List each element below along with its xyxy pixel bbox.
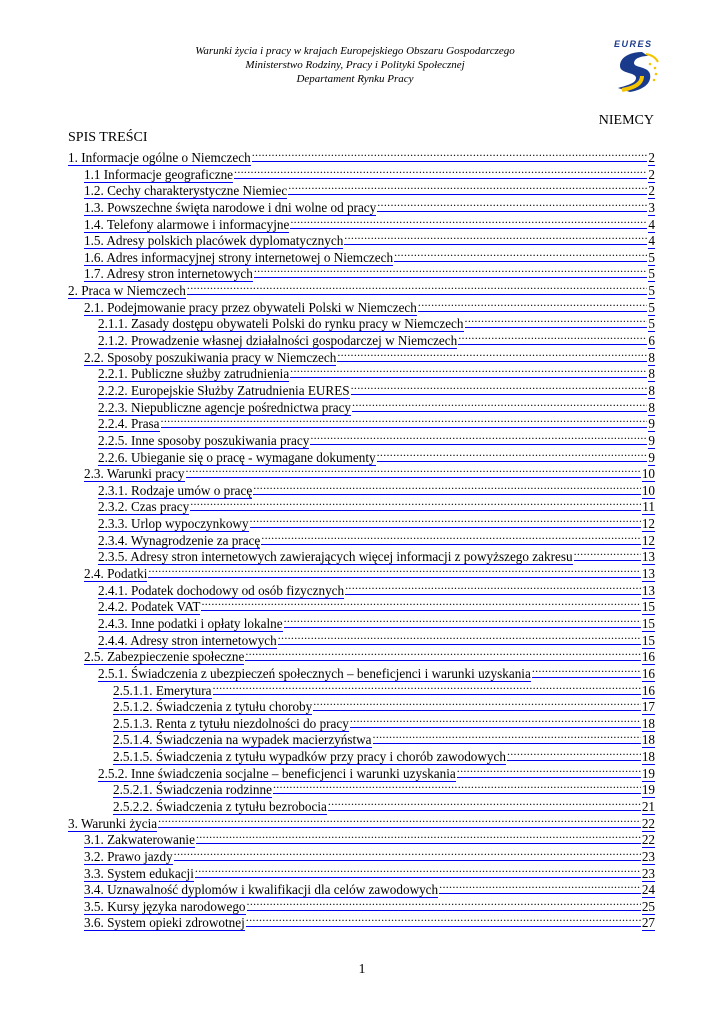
toc-entry-page[interactable]: 19 — [641, 765, 655, 781]
toc-leader-dots — [278, 630, 641, 645]
toc-entry-page[interactable]: 16 — [641, 682, 655, 698]
toc-entry-title[interactable]: 3.5. Kursy języka narodowego — [84, 898, 246, 914]
toc-leader-dots — [234, 164, 647, 179]
toc-entry[interactable] — [68, 546, 655, 563]
toc-entry-page[interactable]: 5 — [648, 249, 655, 265]
toc-entry-title[interactable]: 2.3.1. Rodzaje umów o pracę — [98, 482, 253, 498]
toc-entry-title[interactable]: 2.4.2. Podatek VAT — [98, 599, 201, 615]
toc-entry[interactable] — [68, 147, 655, 164]
toc-entry-title[interactable]: 2.5.2.1. Świadczenia rodzinne — [113, 782, 272, 798]
toc-entry-title[interactable]: 2.3.3. Urlop wypoczynkowy — [98, 516, 249, 532]
toc-leader-dots — [394, 247, 647, 262]
toc-entry-title[interactable]: 2.3.4. Wynagrodzenie za pracę — [98, 532, 261, 548]
toc-leader-dots — [290, 363, 647, 378]
toc-leader-dots — [574, 546, 641, 561]
toc-entry[interactable] — [68, 480, 655, 497]
toc-entry[interactable] — [68, 813, 655, 830]
toc-entry[interactable] — [68, 397, 655, 414]
toc-entry[interactable] — [68, 663, 655, 680]
toc-entry-page[interactable]: 16 — [641, 665, 655, 681]
toc-entry-title[interactable]: 2.1.1. Zasady dostępu obywateli Polski do rynku pracy w Niemczech — [98, 316, 464, 332]
toc-leader-dots — [337, 347, 647, 362]
toc-entry[interactable] — [68, 729, 655, 746]
toc-entry-title[interactable]: 2.5.1.5. Świadczenia z tytułu wypadków przy pracy i chorób zawodowych — [113, 749, 506, 765]
header-line-2: Ministerstwo Rodziny, Pracy i Polityki Społecznej — [245, 59, 465, 71]
toc-entry[interactable] — [68, 430, 655, 447]
toc-leader-dots — [418, 297, 648, 312]
toc-entry-page[interactable]: 5 — [648, 316, 655, 332]
toc-entry-page[interactable]: 4 — [648, 216, 655, 232]
toc-entry-page[interactable]: 5 — [648, 283, 655, 299]
toc-entry[interactable] — [68, 530, 655, 547]
toc-entry-page[interactable]: 2 — [648, 166, 655, 182]
toc-entry[interactable] — [68, 197, 655, 214]
toc-entry-title[interactable]: 3.6. System opieki zdrowotnej — [84, 915, 245, 931]
toc-entry[interactable] — [68, 680, 655, 697]
document-header — [150, 44, 560, 86]
toc-title: SPIS TREŚCI — [68, 130, 148, 145]
toc-leader-dots — [245, 646, 640, 661]
eures-logo — [612, 38, 662, 94]
toc-entry-title[interactable]: 2.1. Podejmowanie pracy przez obywateli Polski w Niemczech — [84, 299, 417, 315]
toc-leader-dots — [174, 846, 641, 861]
toc-entry[interactable] — [68, 363, 655, 380]
toc-leader-dots — [345, 580, 641, 595]
table-of-contents — [68, 147, 655, 929]
toc-entry-title[interactable]: 2.2.1. Publiczne służby zatrudnienia — [98, 366, 290, 382]
country-label: NIEMCY — [598, 113, 654, 128]
toc-entry-page[interactable]: 13 — [641, 566, 655, 582]
toc-leader-dots — [190, 496, 641, 511]
toc-entry-title[interactable]: 2.4. Podatki — [84, 566, 148, 582]
toc-leader-dots — [373, 729, 641, 744]
toc-leader-dots — [254, 263, 648, 278]
toc-entry-title[interactable]: 3.4. Uznawalność dyplomów i kwalifikacji dla celów zawodowych — [84, 882, 439, 898]
toc-leader-dots — [196, 829, 641, 844]
page-number: 1 — [358, 962, 366, 977]
toc-entry[interactable] — [68, 297, 655, 314]
toc-leader-dots — [532, 663, 641, 678]
toc-leader-dots — [246, 912, 641, 927]
toc-entry[interactable] — [68, 313, 655, 330]
toc-entry[interactable] — [68, 696, 655, 713]
toc-entry-title[interactable]: 2.5.1.2. Świadczenia z tytułu choroby — [113, 699, 313, 715]
toc-entry-page[interactable]: 9 — [648, 432, 655, 448]
toc-leader-dots — [195, 863, 641, 878]
toc-entry[interactable] — [68, 230, 655, 247]
toc-entry-title[interactable]: 2.2.6. Ubieganie się o pracę - wymagane dokumenty — [98, 449, 376, 465]
header-line-3: Departament Rynku Pracy — [296, 73, 414, 85]
toc-leader-dots — [465, 313, 648, 328]
toc-entry[interactable] — [68, 613, 655, 630]
toc-entry-page[interactable]: 19 — [641, 782, 655, 798]
toc-entry-title[interactable]: 3. Warunki życia — [68, 815, 158, 831]
toc-entry[interactable] — [68, 846, 655, 863]
toc-leader-dots — [201, 596, 640, 611]
toc-entry-title[interactable]: 2.5.2.2. Świadczenia z tytułu bezrobocia — [113, 798, 327, 814]
toc-leader-dots — [148, 563, 640, 578]
toc-entry-page[interactable]: 25 — [641, 898, 655, 914]
toc-entry[interactable] — [68, 463, 655, 480]
toc-leader-dots — [507, 746, 641, 761]
toc-entry-title[interactable]: 2.3. Warunki pracy — [84, 466, 185, 482]
toc-entry-title[interactable]: 3.2. Prawo jazdy — [84, 848, 173, 864]
toc-entry-title[interactable]: 2.1.2. Prowadzenie własnej działalności gospodarczej w Niemczech — [98, 333, 458, 349]
toc-entry-page[interactable]: 24 — [641, 882, 655, 898]
toc-entry-page[interactable]: 18 — [641, 715, 655, 731]
toc-leader-dots — [458, 330, 647, 345]
toc-entry[interactable] — [68, 263, 655, 280]
toc-entry-page[interactable]: 17 — [641, 699, 655, 715]
toc-entry-page[interactable]: 2 — [648, 183, 655, 199]
toc-entry[interactable] — [68, 912, 655, 929]
toc-entry-title[interactable]: 1.4. Telefony alarmowe i informacyjne — [84, 216, 290, 232]
toc-entry-page[interactable]: 12 — [641, 516, 655, 532]
toc-entry-title[interactable]: 2.2.2. Europejskie Służby Zatrudnienia EURES — [98, 382, 350, 398]
eures-logo-graphic — [612, 38, 662, 94]
toc-entry[interactable] — [68, 563, 655, 580]
toc-leader-dots — [250, 513, 641, 528]
toc-entry-page[interactable]: 27 — [641, 915, 655, 931]
toc-entry-page[interactable]: 8 — [648, 366, 655, 382]
toc-leader-dots — [187, 280, 648, 295]
toc-entry[interactable] — [68, 413, 655, 430]
toc-entry[interactable] — [68, 746, 655, 763]
toc-entry-page[interactable]: 8 — [648, 382, 655, 398]
toc-entry[interactable] — [68, 779, 655, 796]
toc-leader-dots — [253, 480, 641, 495]
toc-entry[interactable] — [68, 280, 655, 297]
toc-entry[interactable] — [68, 380, 655, 397]
toc-entry-title[interactable]: 3.3. System edukacji — [84, 865, 194, 881]
toc-entry-title[interactable]: 1.2. Cechy charakterystyczne Niemiec — [84, 183, 288, 199]
toc-entry-page[interactable]: 4 — [648, 233, 655, 249]
toc-leader-dots — [284, 613, 641, 628]
toc-entry-page[interactable]: 8 — [648, 349, 655, 365]
toc-entry-title[interactable]: 2. Praca w Niemczech — [68, 283, 186, 299]
toc-leader-dots — [439, 879, 641, 894]
toc-leader-dots — [252, 147, 648, 162]
toc-entry-page[interactable]: 3 — [648, 199, 655, 215]
header-line-1: Warunki życia i pracy w krajach Europejskiego Obszaru Gospodarczego — [195, 45, 515, 57]
toc-entry[interactable] — [68, 796, 655, 813]
toc-entry-title[interactable]: 2.5.2. Inne świadczenia socjalne – beneficjenci i warunki uzyskania — [98, 765, 456, 781]
toc-entry[interactable] — [68, 763, 655, 780]
toc-leader-dots — [288, 180, 647, 195]
toc-leader-dots — [213, 680, 641, 695]
toc-entry-page[interactable]: 8 — [648, 399, 655, 415]
toc-entry[interactable] — [68, 596, 655, 613]
toc-entry[interactable] — [68, 330, 655, 347]
toc-leader-dots — [290, 214, 647, 229]
toc-leader-dots — [351, 380, 648, 395]
toc-entry-title[interactable]: 2.5.1. Świadczenia z ubezpieczeń społecznych – beneficjenci i warunki uzyskania — [98, 665, 531, 681]
toc-entry-page[interactable]: 18 — [641, 732, 655, 748]
toc-leader-dots — [261, 530, 641, 545]
toc-entry[interactable] — [68, 513, 655, 530]
toc-entry-title[interactable]: 1.5. Adresy polskich placówek dyplomatycznych — [84, 233, 344, 249]
toc-entry-title[interactable]: 1.6. Adres informacyjnej strony internetowej o Niemczech — [84, 249, 394, 265]
toc-entry-page[interactable]: 22 — [641, 832, 655, 848]
toc-leader-dots — [158, 813, 641, 828]
toc-entry-title[interactable]: 3.1. Zakwaterowanie — [84, 832, 195, 848]
toc-entry[interactable] — [68, 630, 655, 647]
toc-entry-page[interactable]: 2 — [648, 150, 655, 165]
toc-entry-title[interactable]: 2.4.1. Podatek dochodowy od osób fizycznych — [98, 582, 345, 598]
toc-leader-dots — [328, 796, 641, 811]
toc-entry[interactable] — [68, 646, 655, 663]
toc-leader-dots — [344, 230, 647, 245]
toc-leader-dots — [377, 197, 647, 212]
toc-entry[interactable] — [68, 180, 655, 197]
toc-leader-dots — [247, 896, 641, 911]
toc-entry-page[interactable]: 13 — [641, 549, 655, 565]
toc-entry[interactable] — [68, 580, 655, 597]
toc-entry-page[interactable]: 15 — [641, 599, 655, 615]
toc-leader-dots — [161, 413, 648, 428]
toc-entry-page[interactable]: 22 — [641, 815, 655, 831]
toc-entry-title[interactable]: 2.5. Zabezpieczenie społeczne — [84, 649, 245, 665]
toc-entry[interactable] — [68, 447, 655, 464]
toc-entry-title[interactable]: 1.7. Adresy stron internetowych — [84, 266, 253, 282]
toc-entry-title[interactable]: 2.2.4. Prasa — [98, 416, 160, 432]
toc-entry[interactable] — [68, 247, 655, 264]
toc-entry-page[interactable]: 23 — [641, 865, 655, 881]
toc-entry-page[interactable]: 15 — [641, 615, 655, 631]
svg-text:EURES: EURES — [614, 39, 653, 49]
toc-entry[interactable] — [68, 879, 655, 896]
toc-leader-dots — [377, 447, 648, 462]
toc-entry[interactable] — [68, 496, 655, 513]
toc-entry-page[interactable]: 9 — [648, 416, 655, 432]
toc-entry-page[interactable]: 15 — [641, 632, 655, 648]
toc-entry-title[interactable]: 2.2. Sposoby poszukiwania pracy w Niemczech — [84, 349, 337, 365]
toc-entry[interactable] — [68, 896, 655, 913]
toc-entry-page[interactable]: 10 — [641, 482, 655, 498]
toc-entry[interactable] — [68, 347, 655, 364]
toc-entry[interactable] — [68, 164, 655, 181]
toc-leader-dots — [186, 463, 641, 478]
toc-entry-page[interactable]: 10 — [641, 466, 655, 482]
toc-entry-title[interactable]: 2.2.5. Inne sposoby poszukiwania pracy — [98, 432, 310, 448]
toc-leader-dots — [457, 763, 641, 778]
toc-leader-dots — [352, 397, 647, 412]
toc-entry-title[interactable]: 2.4.3. Inne podatki i opłaty lokalne — [98, 615, 283, 631]
toc-entry-page[interactable]: 23 — [641, 848, 655, 864]
toc-entry-title[interactable]: 1.3. Powszechne święta narodowe i dni wolne od pracy — [84, 199, 377, 215]
toc-entry-page[interactable]: 13 — [641, 582, 655, 598]
toc-entry-page[interactable]: 6 — [648, 333, 655, 349]
toc-entry-page[interactable]: 5 — [648, 266, 655, 282]
toc-entry-title[interactable]: 2.2.3. Niepubliczne agencje pośrednictwa pracy — [98, 399, 352, 415]
toc-entry-page[interactable]: 9 — [648, 449, 655, 465]
toc-entry-page[interactable]: 21 — [641, 798, 655, 814]
toc-entry-page[interactable]: 18 — [641, 749, 655, 765]
toc-leader-dots — [350, 713, 641, 728]
toc-leader-dots — [313, 696, 641, 711]
toc-leader-dots — [273, 779, 641, 794]
toc-entry-page[interactable]: 5 — [648, 299, 655, 315]
toc-entry-page[interactable]: 12 — [641, 532, 655, 548]
toc-entry-title[interactable]: 2.5.1.1. Emerytura — [113, 682, 212, 698]
toc-entry-title[interactable]: 2.5.1.3. Renta z tytułu niezdolności do pracy — [113, 715, 349, 731]
toc-entry-title[interactable]: 1. Informacje ogólne o Niemczech — [68, 150, 251, 165]
toc-entry-page[interactable]: 11 — [642, 499, 655, 515]
toc-entry-title[interactable]: 2.3.2. Czas pracy — [98, 499, 190, 515]
toc-entry-title[interactable]: 2.3.5. Adresy stron internetowych zawierających więcej informacji z powyższego zakresu — [98, 549, 573, 565]
toc-entry-title[interactable]: 1.1 Informacje geograficzne — [84, 166, 234, 182]
toc-entry-title[interactable]: 2.5.1.4. Świadczenia na wypadek macierzyństwa — [113, 732, 372, 748]
toc-entry[interactable] — [68, 829, 655, 846]
toc-entry-page[interactable]: 16 — [641, 649, 655, 665]
toc-entry[interactable] — [68, 214, 655, 231]
toc-leader-dots — [310, 430, 647, 445]
toc-entry[interactable] — [68, 863, 655, 880]
toc-entry-title[interactable]: 2.4.4. Adresy stron internetowych — [98, 632, 277, 648]
toc-entry[interactable] — [68, 713, 655, 730]
